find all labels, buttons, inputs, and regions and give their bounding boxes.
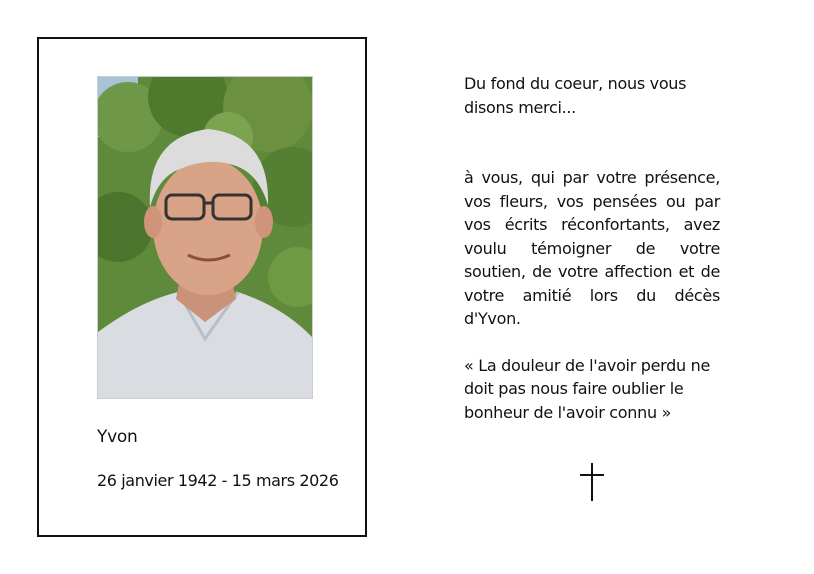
portrait-image	[98, 77, 312, 398]
thanks-panel	[464, 72, 720, 424]
intro-text: Du fond du coeur, nous vous disons merci...	[464, 74, 687, 117]
cross-icon	[578, 462, 606, 502]
portrait-photo	[97, 76, 313, 399]
deceased-name: Yvon	[97, 427, 138, 447]
life-dates: 26 janvier 1942 - 15 mars 2026	[97, 471, 339, 490]
thanks-body: à vous, qui par votre présence, vos fleurs, vos pensées ou par vos écrits réconfortants, avez voulu témoigner de votre soutien, de votre affection et de votre amitié lors du décès d'Yvon.	[464, 168, 720, 328]
memorial-card-left	[37, 37, 367, 537]
quote-text: « La douleur de l'avoir perdu ne doit pas nous faire oublier le bonheur de l'avoir connu »	[464, 355, 711, 422]
